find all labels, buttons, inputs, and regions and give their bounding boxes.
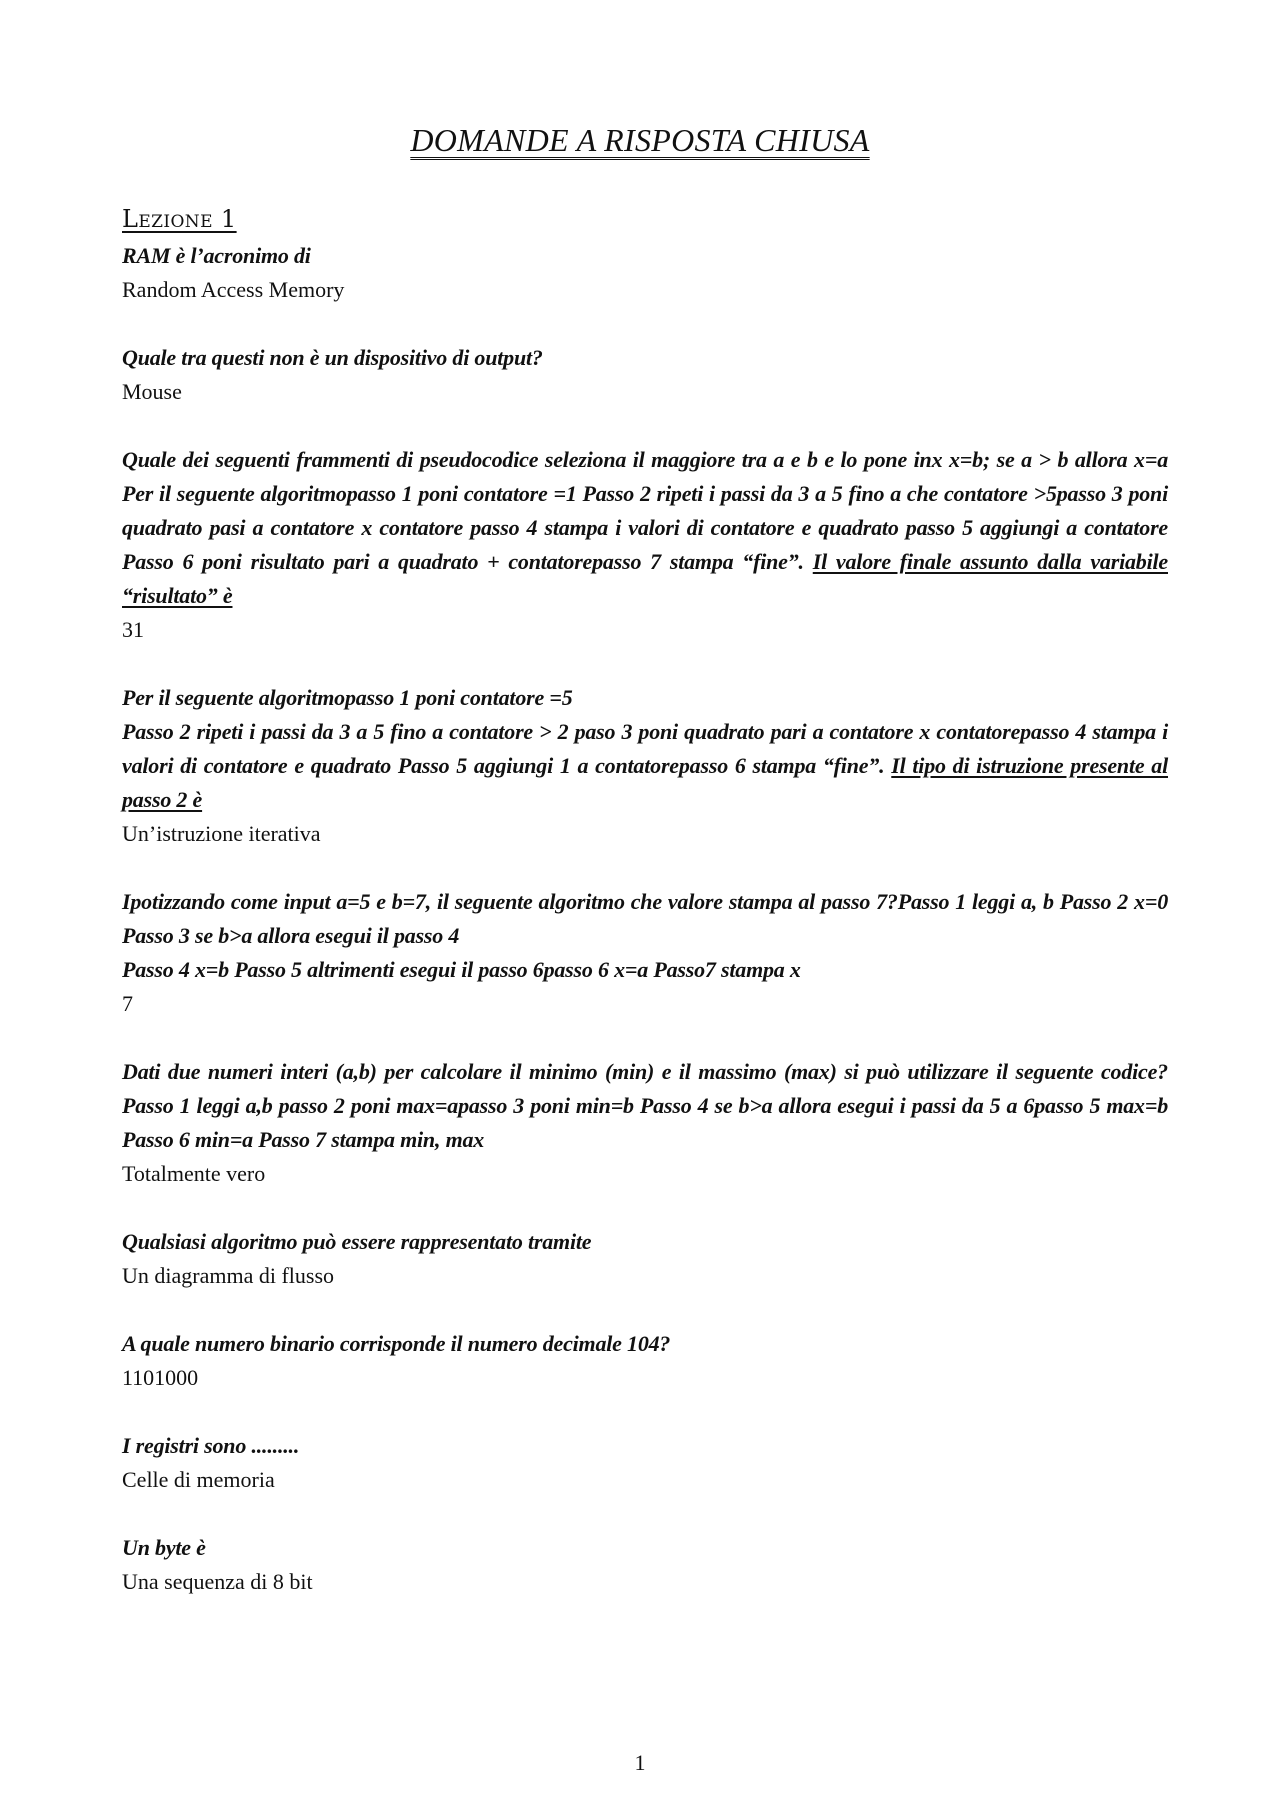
question-text-main: Passo 2 ripeti i passi da 3 a 5 fino a contatore > 2 paso 3 poni quadrato pari a contatore x contatorepasso 4 stampa i valori di contatore e quadrato Passo 5 aggiungi 1 a contatorepasso 6 stampa “fine”.: [122, 719, 1168, 778]
question-text: Quale tra questi non è un dispositivo di output?: [122, 345, 543, 370]
question-text: I registri sono .........: [122, 1433, 300, 1458]
document-content: [122, 205, 1168, 1633]
question-block: [122, 341, 1168, 409]
page-number: 1: [634, 1750, 646, 1775]
question-block: [122, 1055, 1168, 1191]
answer-text: 31: [122, 617, 144, 642]
question-text-main: Quale dei seguenti frammenti di pseudocodice seleziona il maggiore tra a e b e lo pone inx x=b; se a > b allora x=a Per il seguente algoritmopasso 1 poni contatore =1 Passo 2 ripeti i passi da 3 a 5 fino a che contatore >5passo 3 poni quadrato pasi a contatore x contatore passo 4 stampa i valori di contatore e quadrato passo 5 aggiungi a contatore Passo 6 poni risultato pari a quadrato + contatorepasso 7 stampa “fine”.: [122, 447, 1168, 574]
question-text: Dati due numeri interi (a,b) per calcolare il minimo (min) e il massimo (max) si può utilizzare il seguente codice? Passo 1 leggi a,b passo 2 poni max=apasso 3 poni min=b Passo 4 se b>a allora esegui i passi da 5 a 6passo 5 max=b Passo 6 min=a Passo 7 stampa min, max: [122, 1059, 1168, 1152]
question-block: [122, 885, 1168, 1021]
answer-text: Random Access Memory: [122, 277, 345, 302]
question-block: [122, 239, 1168, 307]
question-block: [122, 443, 1168, 647]
answer-text: Mouse: [122, 379, 182, 404]
question-block: [122, 1327, 1168, 1395]
answer-text: Totalmente vero: [122, 1161, 266, 1186]
question-text: RAM è l’acronimo di: [122, 243, 311, 268]
question-text: Un byte è: [122, 1535, 206, 1560]
answer-text: Una sequenza di 8 bit: [122, 1569, 313, 1594]
question-text-main: Ipotizzando come input a=5 e b=7, il seguente algoritmo che valore stampa al passo 7?Passo 1 leggi a, b Passo 2 x=0 Passo 3 se b>a allora esegui il passo 4: [122, 889, 1168, 948]
document-title: DOMANDE A RISPOSTA CHIUSA: [410, 122, 870, 158]
lesson-heading: Lezione 1: [122, 205, 237, 233]
question-text-underlined: Il valore finale assunto dalla variabile “risultato” è: [122, 549, 1168, 608]
question-block: [122, 1429, 1168, 1497]
question-text: Qualsiasi algoritmo può essere rappresentato tramite: [122, 1229, 592, 1254]
question-text: [122, 443, 1168, 613]
answer-text: Un diagramma di flusso: [122, 1263, 335, 1288]
question-text: A quale numero binario corrisponde il numero decimale 104?: [122, 1331, 671, 1356]
answer-text: 1101000: [122, 1365, 199, 1390]
answer-text: 7: [122, 991, 133, 1016]
question-text-underlined: Il tipo di istruzione presente al passo 2 è: [122, 753, 1168, 812]
answer-text: Celle di memoria: [122, 1467, 275, 1492]
answer-text: Un’istruzione iterativa: [122, 821, 321, 846]
question-text: [122, 681, 1168, 817]
question-block: [122, 1531, 1168, 1599]
question-block: [122, 1225, 1168, 1293]
question-text-line1: Per il seguente algoritmopasso 1 poni contatore =5: [122, 685, 573, 710]
question-text: [122, 885, 1168, 987]
question-text-line2: Passo 4 x=b Passo 5 altrimenti esegui il passo 6passo 6 x=a Passo7 stampa x: [122, 957, 801, 982]
question-block: [122, 681, 1168, 851]
